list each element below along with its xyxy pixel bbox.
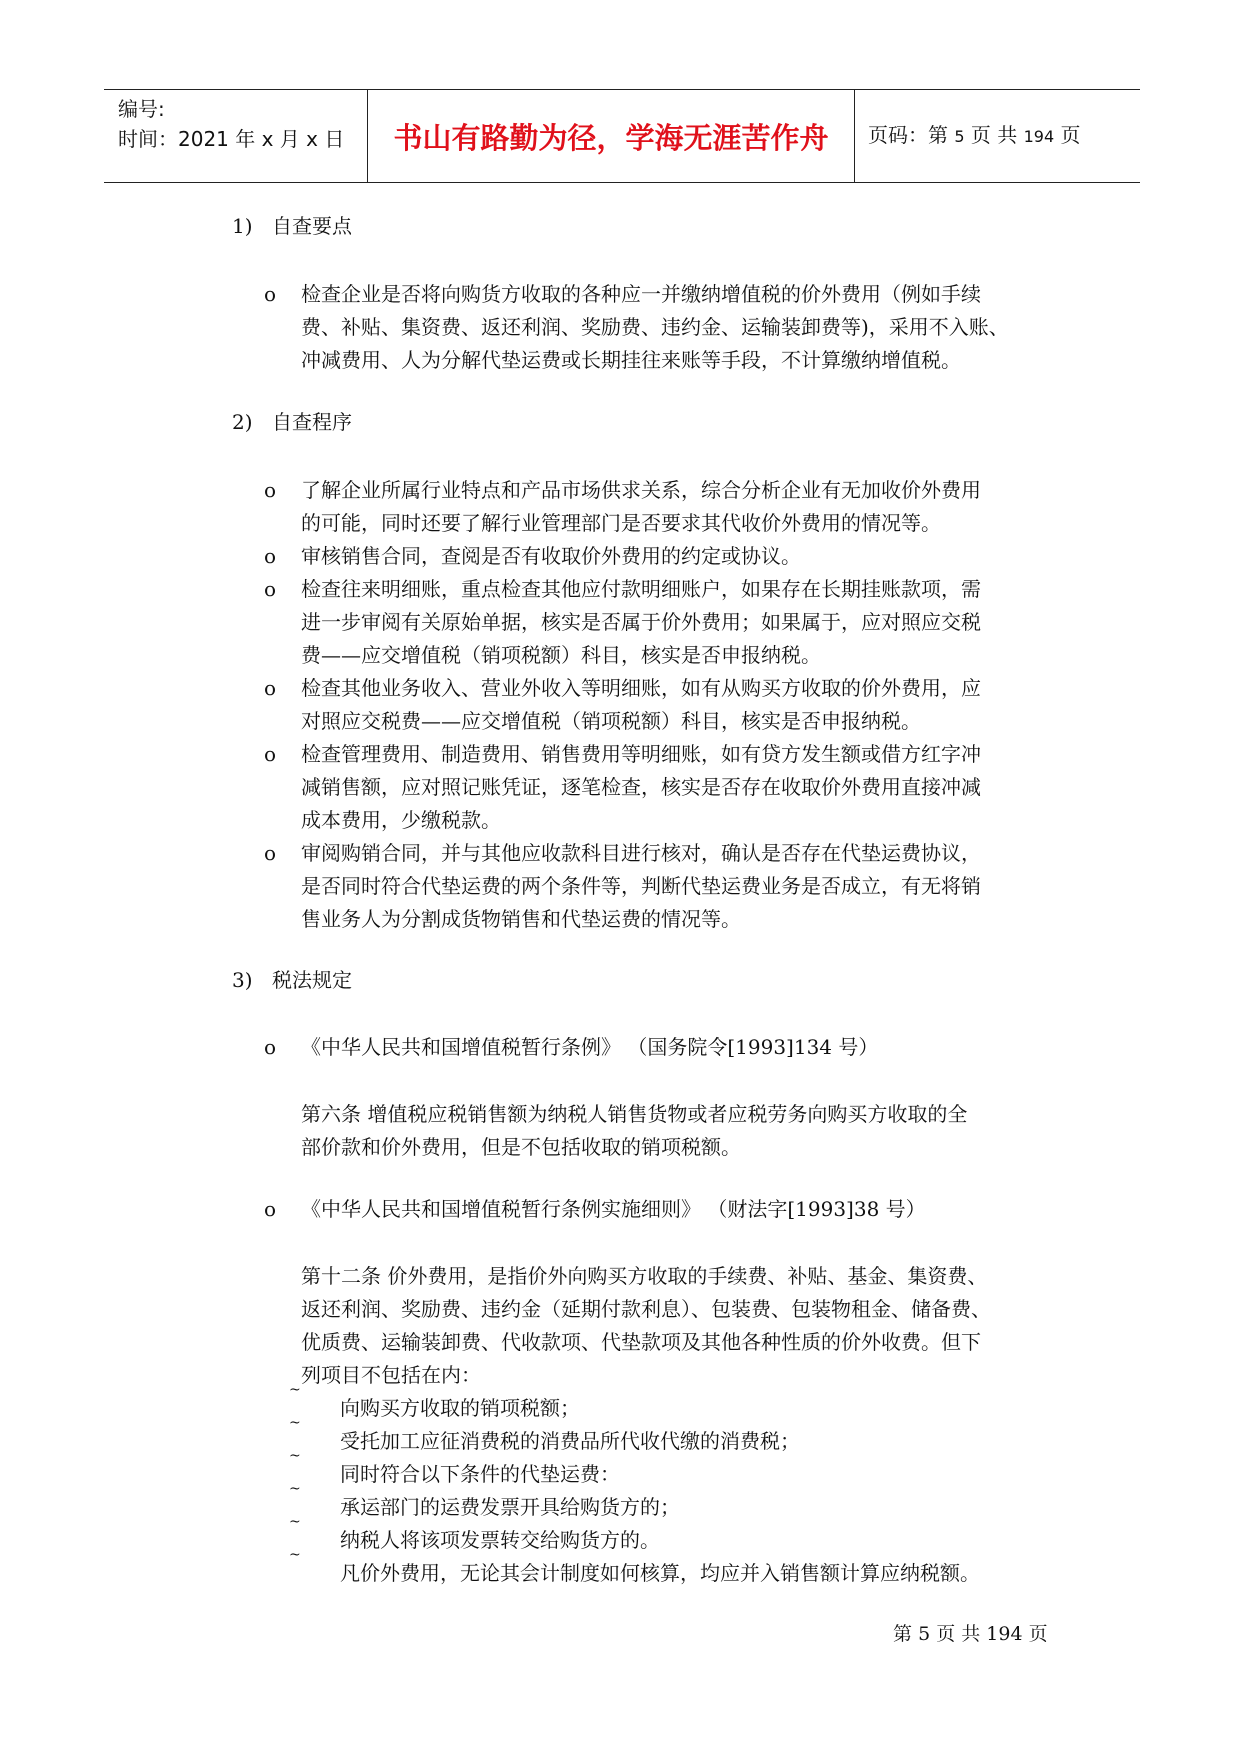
section-number: 2) [232, 410, 253, 434]
law-title: 《中华人民共和国增值税暂行条例实施细则》 （财法字[1993]38 号） [301, 1197, 926, 1221]
list-item-line: 审核销售合同，查阅是否有收取价外费用的约定或协议。 [301, 544, 801, 568]
tilde-bullet-icon: ~ [289, 1481, 301, 1497]
law-paragraph-line: 第六条 增值税应税销售额为纳税人销售货物或者应税劳务向购买方收取的全 [301, 1102, 968, 1126]
page-number: 5 [954, 127, 965, 146]
section-title: 自查要点 [272, 214, 352, 238]
section-number: 3) [232, 968, 253, 992]
bullet-icon: o [264, 478, 277, 502]
bullet-icon: o [264, 841, 277, 865]
tilde-bullet-icon: ~ [289, 1415, 301, 1431]
law-paragraph-line: 部价款和价外费用，但是不包括收取的销项税额。 [301, 1135, 741, 1159]
list-item-line: 是否同时符合代垫运费的两个条件等，判断代垫运费业务是否成立，有无将销 [301, 874, 981, 898]
footer-mid: 页 共 [936, 1623, 981, 1645]
law-paragraph-line: 列项目不包括在内： [301, 1363, 481, 1387]
law-title: 《中华人民共和国增值税暂行条例》 （国务院令[1993]134 号） [301, 1035, 879, 1059]
header-meta [118, 94, 368, 154]
list-item-line: 售业务人为分割成货物销售和代垫运费的情况等。 [301, 907, 741, 931]
page-label-prefix: 页码：第 [868, 123, 948, 147]
page-header [104, 89, 1140, 183]
bullet-icon: o [264, 742, 277, 766]
tilde-bullet-icon: ~ [289, 1448, 301, 1464]
section-heading [232, 964, 352, 997]
header-motto: 书山有路勤为径，学海无涯苦作舟 [367, 90, 855, 182]
doc-time-label: 时间：2021 年 x 月 x 日 [118, 127, 345, 151]
section-number: 1) [232, 214, 253, 238]
bullet-icon: o [264, 676, 277, 700]
list-item-line: 费、补贴、集资费、返还利润、奖励费、违约金、运输装卸费等)，采用不入账、 [301, 315, 1009, 339]
list-item-line: 检查管理费用、制造费用、销售费用等明细账，如有贷方发生额或借方红字冲 [301, 742, 981, 766]
bullet-icon: o [264, 577, 277, 601]
sub-list-item: 纳税人将该项发票转交给购货方的。 [340, 1528, 660, 1552]
law-paragraph-line: 第十二条 价外费用，是指价外向购买方收取的手续费、补贴、基金、集资费、 [301, 1264, 988, 1288]
page-footer [893, 1620, 1048, 1648]
sub-list-item: 向购买方收取的销项税额； [340, 1396, 580, 1420]
page-total: 194 [1023, 127, 1055, 146]
tilde-bullet-icon: ~ [289, 1514, 301, 1530]
tilde-bullet-icon: ~ [289, 1547, 301, 1563]
sub-list-item: 凡价外费用，无论其会计制度如何核算，均应并入销售额计算应纳税额。 [340, 1561, 980, 1585]
list-item-line: 费——应交增值税（销项税额）科目，核实是否申报纳税。 [301, 643, 821, 667]
tilde-bullet-icon: ~ [289, 1382, 301, 1398]
section-title: 税法规定 [272, 968, 352, 992]
list-item-line: 对照应交税费——应交增值税（销项税额）科目，核实是否申报纳税。 [301, 709, 921, 733]
law-paragraph-line: 优质费、运输装卸费、代收款项、代垫款项及其他各种性质的价外收费。但下 [301, 1330, 981, 1354]
list-item-line: 检查企业是否将向购货方收取的各种应一并缴纳增值税的价外费用（例如手续 [301, 282, 981, 306]
list-item-line: 审阅购销合同，并与其他应收款科目进行核对，确认是否存在代垫运费协议， [301, 841, 981, 865]
footer-suffix: 页 [1028, 1623, 1048, 1645]
footer-page-total: 194 [986, 1623, 1023, 1645]
list-item-line: 检查往来明细账，重点检查其他应付款明细账户，如果存在长期挂账款项，需 [301, 577, 981, 601]
page-label-suffix: 页 [1060, 123, 1081, 147]
doc-number-label: 编号: [118, 97, 165, 121]
section-title: 自查程序 [272, 410, 352, 434]
list-item-line: 进一步审阅有关原始单据，核实是否属于价外费用；如果属于，应对照应交税 [301, 610, 981, 634]
list-item-line: 了解企业所属行业特点和产品市场供求关系，综合分析企业有无加收价外费用 [301, 478, 981, 502]
bullet-icon: o [264, 1197, 277, 1221]
list-item-line: 成本费用，少缴税款。 [301, 808, 501, 832]
sub-list-item: 受托加工应征消费税的消费品所代收代缴的消费税； [340, 1429, 800, 1453]
bullet-icon: o [264, 1035, 277, 1059]
page-label-mid: 页 共 [970, 123, 1018, 147]
section-heading [232, 210, 352, 243]
footer-page-number: 5 [918, 1623, 931, 1645]
header-page-info [868, 120, 1128, 152]
law-paragraph-line: 返还利润、奖励费、违约金（延期付款利息）、包装费、包装物租金、储备费、 [301, 1297, 991, 1321]
list-item-line: 冲减费用、人为分解代垫运费或长期挂往来账等手段，不计算缴纳增值税。 [301, 348, 961, 372]
footer-prefix: 第 [893, 1623, 913, 1645]
list-item-line: 的可能，同时还要了解行业管理部门是否要求其代收价外费用的情况等。 [301, 511, 941, 535]
sub-list-item: 承运部门的运费发票开具给购货方的； [340, 1495, 680, 1519]
list-item-line: 减销售额，应对照记账凭证，逐笔检查，核实是否存在收取价外费用直接冲减 [301, 775, 981, 799]
list-item-line: 检查其他业务收入、营业外收入等明细账，如有从购买方收取的价外费用，应 [301, 676, 981, 700]
sub-list-item: 同时符合以下条件的代垫运费： [340, 1462, 620, 1486]
bullet-icon: o [264, 544, 277, 568]
section-heading [232, 406, 352, 439]
bullet-icon: o [264, 282, 277, 306]
